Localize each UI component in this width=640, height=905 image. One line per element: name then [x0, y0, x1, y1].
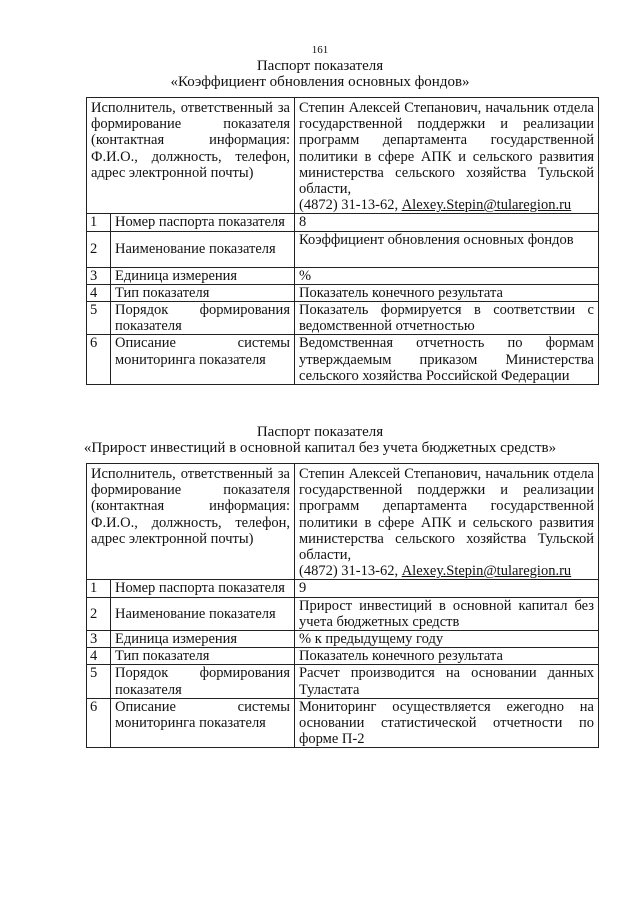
- passport-1-title: «Коэффициент обновления основных фондов»: [170, 74, 470, 90]
- passport-2-heading-block: [0, 424, 640, 456]
- executor-email-link[interactable]: Alexey.Stepin@tularegion.ru: [401, 197, 572, 214]
- executor-email-link[interactable]: Alexey.Stepin@tularegion.ru: [401, 563, 572, 580]
- table-row: [87, 335, 599, 385]
- row-label: Наименование показателя: [111, 597, 295, 630]
- page-number: 161: [311, 44, 329, 56]
- row-number: 1: [87, 214, 111, 231]
- row-number: 6: [87, 335, 111, 385]
- executor-value: Степин Алексей Степанович, начальник отдела государственной поддержки и реализации программ департамента государственной политики в сфере АПК и сельского развития министерства сельского хозяйства Тульской области,: [299, 100, 594, 198]
- row-number: 5: [87, 665, 111, 698]
- row-label: Тип показателя: [111, 284, 295, 301]
- row-value: Показатель формируется в соответствии с ведомственной отчетностью: [295, 302, 599, 335]
- row-value: Расчет производится на основании данных Туластата: [295, 665, 599, 698]
- table-row: [87, 648, 599, 665]
- row-number: 4: [87, 648, 111, 665]
- row-label: Описание системы мониторинга показателя: [111, 698, 295, 748]
- row-number: 3: [87, 631, 111, 648]
- row-number: 4: [87, 284, 111, 301]
- row-label: Наименование показателя: [111, 231, 295, 267]
- row-number: 6: [87, 698, 111, 748]
- row-value: Прирост инвестиций в основной капитал без учета бюджетных средств: [295, 597, 599, 630]
- passport-1-heading-block: [0, 58, 640, 90]
- table-row: [87, 698, 599, 748]
- passport-2-title: «Прирост инвестиций в основной капитал без учета бюджетных средств»: [83, 440, 557, 456]
- row-label: Тип показателя: [111, 648, 295, 665]
- passport-2-table: [86, 463, 599, 748]
- row-number: 1: [87, 580, 111, 597]
- passport-1-table: [86, 97, 599, 385]
- executor-value-cell: [295, 464, 599, 580]
- table-row: [87, 284, 599, 301]
- row-label: Номер паспорта показателя: [111, 580, 295, 597]
- table-row: [87, 267, 599, 284]
- row-number: 3: [87, 267, 111, 284]
- executor-phone: (4872) 31-13-62,: [299, 563, 399, 580]
- row-number: 2: [87, 231, 111, 267]
- passport-2-heading: Паспорт показателя: [256, 424, 384, 440]
- executor-label: Исполнитель, ответственный за формирование показателя (контактная информация: Ф.И.О., должность, телефон, адрес электронной почты): [87, 464, 295, 580]
- table-row: [87, 231, 599, 267]
- row-value: Показатель конечного результата: [295, 284, 599, 301]
- table-row: [87, 631, 599, 648]
- row-number: 2: [87, 597, 111, 630]
- row-label: Единица измерения: [111, 631, 295, 648]
- row-label: Описание системы мониторинга показателя: [111, 335, 295, 385]
- executor-row: [87, 98, 599, 214]
- table-row: [87, 580, 599, 597]
- executor-row: [87, 464, 599, 580]
- row-label: Порядок формирования показателя: [111, 302, 295, 335]
- row-value: 9: [295, 580, 599, 597]
- executor-value-cell: [295, 98, 599, 214]
- row-value: 8: [295, 214, 599, 231]
- table-row: [87, 214, 599, 231]
- row-label: Порядок формирования показателя: [111, 665, 295, 698]
- row-value: Показатель конечного результата: [295, 648, 599, 665]
- row-value: Коэффициент обновления основных фондов: [295, 231, 599, 267]
- passport-1-heading: Паспорт показателя: [256, 58, 384, 74]
- table-row: [87, 597, 599, 630]
- executor-phone: (4872) 31-13-62,: [299, 197, 399, 214]
- row-label: Номер паспорта показателя: [111, 214, 295, 231]
- row-value: Мониторинг осуществляется ежегодно на основании статистической отчетности по форме П-2: [295, 698, 599, 748]
- row-value: Ведомственная отчетность по формам утверждаемым приказом Министерства сельского хозяйства Российской Федерации: [295, 335, 599, 385]
- row-value: %: [295, 267, 599, 284]
- executor-value: Степин Алексей Степанович, начальник отдела государственной поддержки и реализации программ департамента государственной политики в сфере АПК и сельского развития министерства сельского хозяйства Тульской области,: [299, 466, 594, 564]
- row-value: % к предыдущему году: [295, 631, 599, 648]
- row-number: 5: [87, 302, 111, 335]
- table-row: [87, 665, 599, 698]
- row-label: Единица измерения: [111, 267, 295, 284]
- table-row: [87, 302, 599, 335]
- executor-label: Исполнитель, ответственный за формирование показателя (контактная информация: Ф.И.О., должность, телефон, адрес электронной почты): [87, 98, 295, 214]
